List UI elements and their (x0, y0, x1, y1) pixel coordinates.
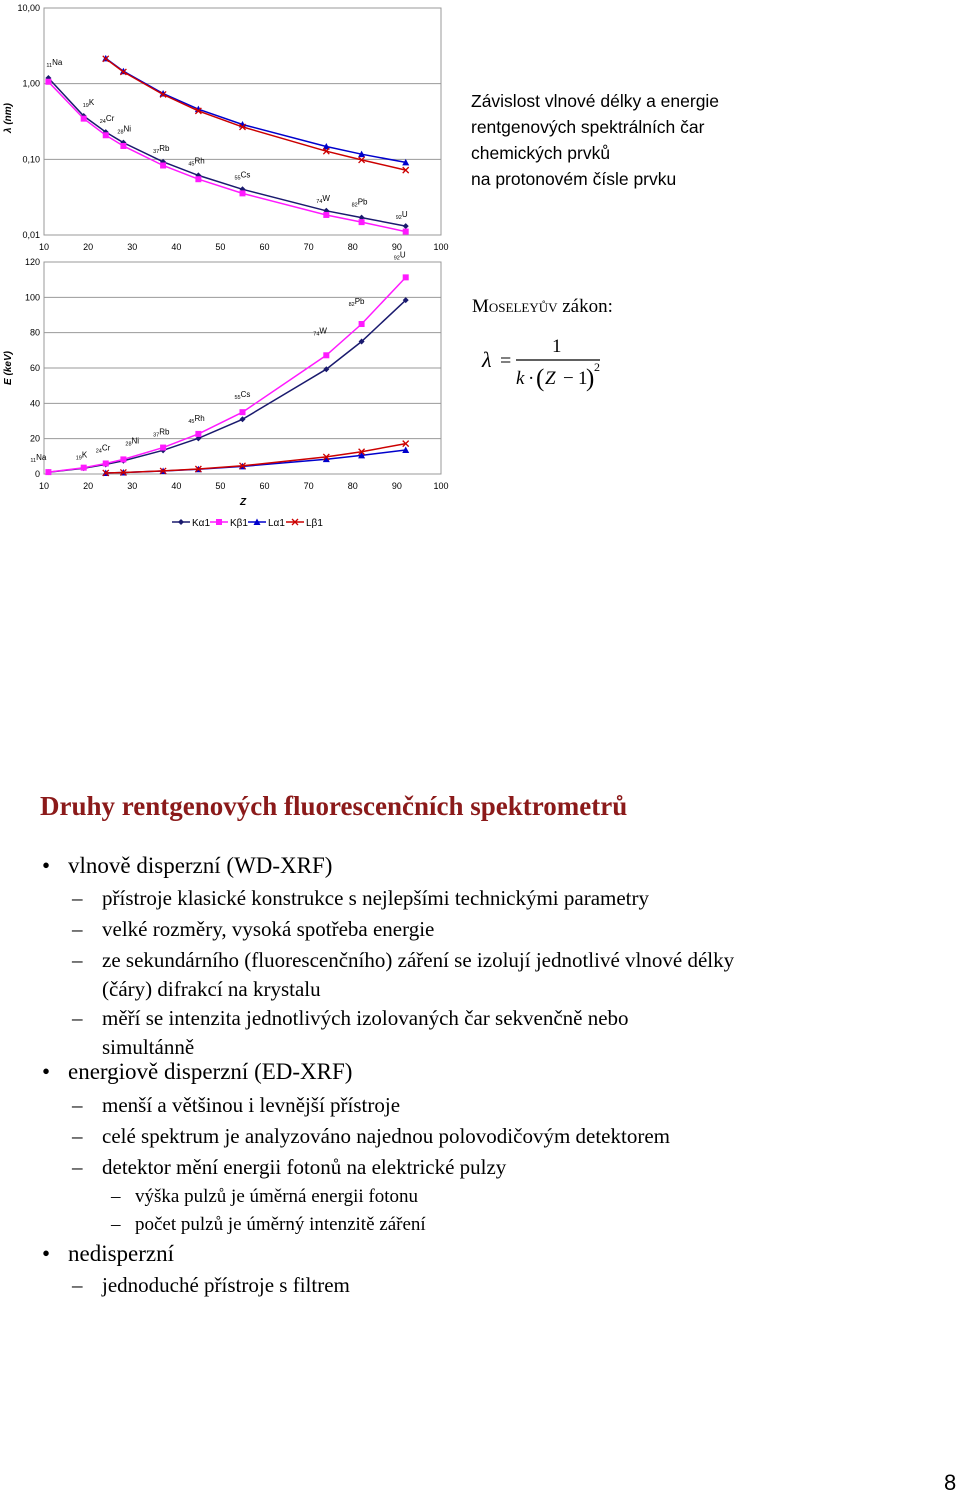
energy-point (240, 409, 246, 415)
sub-item-text: přístroje klasické konstrukce s nejlepšími technickými parametry (102, 886, 650, 910)
energy-point (81, 465, 87, 471)
chart-title-line: chemických prvků (471, 143, 611, 163)
wavelength-y-axis-title: λ (nm) (3, 103, 14, 133)
dash-marker: – (72, 886, 83, 910)
wavelength-element-label: $_{24}$Cr (99, 114, 115, 126)
energy-element-label: $_{24}$Cr (95, 443, 111, 455)
dash-marker: – (111, 1214, 121, 1235)
sub-item-text: velké rozměry, vysoká spotřeba energie (102, 917, 435, 941)
wavelength-point (103, 132, 109, 138)
energy-chart (3, 250, 449, 508)
wavelength-point (403, 229, 409, 235)
wavelength-point (240, 190, 246, 196)
dash-marker: – (72, 1093, 83, 1117)
dash-marker: – (72, 917, 83, 941)
energy-point (195, 431, 201, 437)
sub-sub-item (111, 1212, 426, 1238)
wavelength-y-tick-label: 0,01 (22, 230, 40, 240)
formula-z: Z (545, 368, 556, 389)
sub-item (72, 1004, 722, 1062)
energy-y-axis-title: E (keV) (3, 351, 14, 385)
dash-marker: – (72, 948, 83, 972)
sub-item-text: menší a většinou i levnější přístroje (102, 1093, 401, 1117)
energy-y-tick-label: 20 (29, 433, 40, 444)
legend-marker (178, 519, 184, 525)
wavelength-element-label: $_{11}$Na (46, 57, 63, 69)
formula-numerator: 1 (552, 336, 562, 357)
sub-sub-item-text: počet pulzů je úměrný intenzitě záření (135, 1214, 426, 1235)
energy-x-tick-label: 50 (215, 481, 226, 491)
bullet-title: energiově disperzní (ED-XRF) (68, 1059, 353, 1084)
energy-y-tick-label: 40 (29, 398, 40, 409)
energy-x-axis-title: Z (239, 497, 247, 508)
page-number: 8 (944, 1470, 957, 1495)
bullet-title: vlnově disperzní (WD-XRF) (68, 853, 333, 878)
chart-legend (172, 518, 323, 529)
sub-item (72, 915, 782, 944)
wavelength-x-tick-label: 60 (259, 242, 270, 252)
formula-equals: = (500, 350, 512, 372)
wavelength-point (195, 176, 201, 182)
legend-label: Kα1 (192, 518, 211, 529)
wavelength-x-tick-label: 30 (127, 242, 138, 252)
sub-item-text: jednoduché přístroje s filtrem (102, 1273, 350, 1297)
chart-title-line: Závislost vlnové délky a energie (471, 91, 720, 111)
energy-element-label: $_{11}$Na (30, 453, 47, 465)
energy-x-tick-label: 30 (127, 481, 138, 491)
sub-item (72, 884, 782, 913)
energy-point (403, 274, 409, 280)
bullet-title: nedisperzní (68, 1241, 175, 1266)
legend-marker (216, 519, 222, 525)
wavelength-element-label: $_{45}$Rh (188, 156, 205, 168)
wavelength-point (359, 219, 365, 225)
energy-x-tick-label: 20 (83, 481, 94, 491)
chart-title-line: rentgenových spektrálních čar (471, 117, 705, 137)
dash-marker: – (72, 1155, 83, 1179)
energy-point (323, 352, 329, 358)
energy-element-label: $_{28}$Ni (125, 436, 140, 448)
energy-y-tick-label: 0 (34, 469, 40, 479)
sub-item (72, 1153, 782, 1182)
moseley-word: zákon: (562, 296, 613, 317)
wavelength-element-label: $_{19}$K (82, 97, 95, 109)
sub-item (72, 1271, 782, 1300)
energy-y-tick-label: 80 (29, 327, 40, 338)
energy-element-label: $_{19}$K (75, 450, 88, 462)
chart-title (471, 88, 811, 192)
wavelength-point (120, 143, 126, 149)
sub-sub-item (111, 1184, 418, 1210)
energy-element-label: $_{37}$Rb (153, 427, 170, 439)
wavelength-y-tick-label: 0,10 (22, 154, 40, 165)
sub-item-text: měří se intenzita jednotlivých izolovaných čar sekvenčně nebo simultánně (102, 1006, 629, 1059)
formula-minus: − (563, 368, 574, 389)
wavelength-element-label: $_{92}$U (395, 210, 408, 222)
formula-dot: · (528, 368, 535, 389)
energy-x-tick-label: 10 (38, 481, 50, 491)
formula-paren-open: ( (536, 365, 545, 392)
moseley-formula (470, 328, 620, 398)
wavelength-x-tick-label: 20 (83, 242, 94, 252)
energy-y-tick-label: 120 (24, 257, 40, 267)
energy-element-label: $_{82}$Pb (348, 297, 365, 309)
wavelength-x-tick-label: 10 (38, 242, 50, 252)
energy-point (160, 445, 166, 451)
wavelength-x-tick-label: 50 (215, 242, 226, 252)
wavelength-x-tick-label: 80 (347, 242, 358, 252)
sub-item-text: ze sekundárního (fluorescenčního) záření se izolují jednotlivé vlnové délky (čáry) difrakcí na krystalu (102, 948, 735, 1001)
energy-x-tick-label: 40 (171, 481, 182, 491)
energy-element-label: $_{74}$W (313, 326, 327, 338)
dash-marker: – (72, 1273, 83, 1297)
energy-point (45, 469, 51, 475)
sub-item (72, 1091, 782, 1120)
wavelength-x-tick-label: 100 (433, 242, 449, 252)
legend-label: Kβ1 (230, 518, 248, 529)
charts-area (0, 0, 960, 540)
energy-x-tick-label: 70 (303, 481, 314, 491)
sub-item-text: detektor mění energii fotonů na elektrické pulzy (102, 1155, 507, 1179)
wavelength-chart (3, 3, 449, 252)
wavelength-point (81, 116, 87, 122)
sub-item (72, 1122, 802, 1151)
energy-point (359, 321, 365, 327)
bullet-marker: • (42, 853, 51, 878)
wavelength-x-tick-label: 70 (303, 242, 314, 252)
wavelength-point (45, 79, 51, 85)
moseley-name: Moseleyův (472, 296, 558, 317)
energy-x-tick-label: 100 (433, 481, 449, 491)
bullet-marker: • (42, 1059, 51, 1084)
sub-sub-item-text: výška pulzů je úměrná energii fotonu (135, 1186, 418, 1207)
energy-point (120, 456, 126, 462)
wavelength-x-tick-label: 90 (391, 242, 402, 252)
section-heading: Druhy rentgenových fluorescenčních spektrometrů (40, 791, 628, 821)
wavelength-element-label: $_{28}$Ni (117, 124, 132, 136)
energy-element-label: $_{55}$Cs (234, 390, 251, 402)
formula-exponent: 2 (594, 360, 600, 374)
wavelength-element-label: $_{55}$Cs (234, 170, 251, 182)
energy-y-tick-label: 100 (24, 292, 40, 303)
formula-lambda: λ (482, 347, 492, 372)
dash-marker: – (72, 1006, 83, 1030)
bullet-nondispersive (42, 1240, 175, 1268)
wavelength-point (160, 162, 166, 168)
bullet-ed-xrf (42, 1058, 353, 1086)
energy-y-tick-label: 60 (29, 363, 40, 373)
bullet-marker: • (42, 1241, 51, 1266)
energy-x-tick-label: 80 (347, 481, 358, 491)
wavelength-y-tick-label: 10,00 (17, 3, 40, 13)
formula-paren-close: ) (586, 365, 595, 392)
wavelength-y-tick-label: 1,00 (22, 78, 40, 89)
wavelength-element-label: $_{74}$W (316, 193, 330, 205)
wavelength-element-label: $_{37}$Rb (153, 143, 170, 155)
formula-k: k (516, 368, 525, 389)
dash-marker: – (72, 1124, 83, 1148)
chart-title-line: na protonovém čísle prvku (471, 169, 677, 189)
wavelength-x-tick-label: 40 (171, 242, 182, 252)
energy-element-label: $_{45}$Rh (188, 413, 205, 425)
formula-one: 1 (578, 368, 588, 389)
sub-item (72, 946, 764, 1004)
wavelength-element-label: $_{82}$Pb (351, 197, 368, 209)
legend-label: Lα1 (268, 518, 285, 529)
moseley-law-title (472, 296, 613, 318)
energy-x-tick-label: 90 (391, 481, 402, 491)
energy-point (103, 460, 109, 466)
dash-marker: – (111, 1186, 121, 1207)
sub-item-text: celé spektrum je analyzováno najednou polovodičovým detektorem (102, 1124, 670, 1148)
energy-x-tick-label: 60 (259, 481, 270, 491)
wavelength-point (323, 212, 329, 218)
energy-element-label: $_{92}$U (393, 250, 406, 262)
legend-label: Lβ1 (306, 518, 323, 529)
bullet-wd-xrf (42, 852, 333, 880)
